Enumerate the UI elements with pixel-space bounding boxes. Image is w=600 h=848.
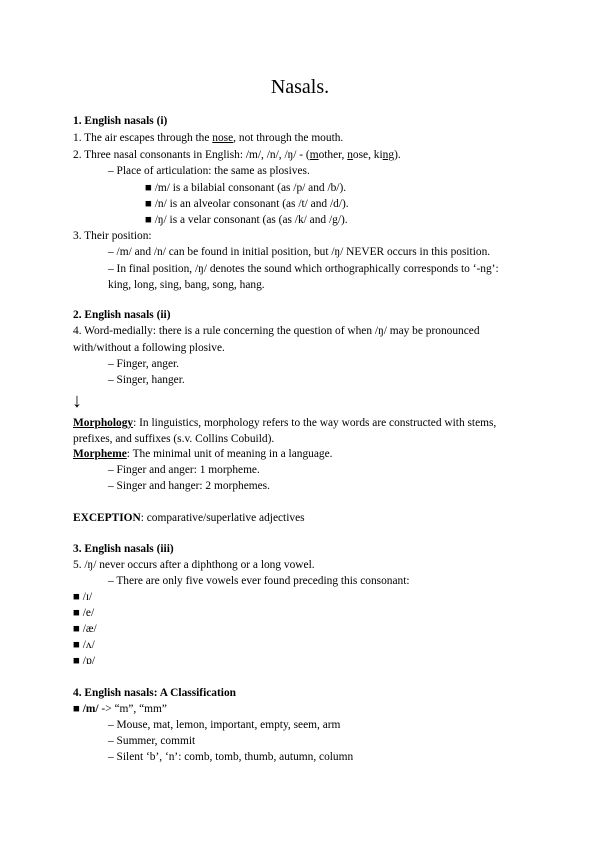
- bullet-item: ■ /n/ is an alveolar consonant (as /t/ and /d/).: [145, 198, 349, 210]
- definition-line: [73, 416, 496, 430]
- text-line: – There are only five vowels ever found preceding this consonant:: [108, 575, 410, 587]
- term: Morphology: [73, 417, 134, 429]
- text-line: [73, 148, 401, 162]
- section-4-heading: 4. English nasals: A Classification: [73, 687, 236, 699]
- text-span: ose, ki: [352, 149, 383, 161]
- vowel-item: ■ /ɪ/: [73, 591, 93, 603]
- text-line: king, long, sing, bang, song, hang.: [108, 279, 265, 291]
- text-line: – Place of articulation: the same as plosives.: [108, 165, 310, 177]
- definition: : comparative/superlative adjectives: [140, 512, 305, 524]
- text-line: – In final position, /ŋ/ denotes the sound which orthographically corresponds to ‘-ng’:: [108, 263, 499, 275]
- text-line: 5. /ŋ/ never occurs after a diphthong or a long vowel.: [73, 559, 315, 571]
- spelling: -> “m”, “mm”: [98, 703, 167, 715]
- term: Morpheme: [73, 448, 127, 460]
- text-line: 4. Word-medially: there is a rule concerning the question of when /ŋ/ may be pronounced: [73, 325, 480, 337]
- definition-line: [73, 447, 333, 461]
- text-line: – Singer, hanger.: [108, 374, 185, 386]
- text-line: – Silent ‘b’, ‘n’: comb, tomb, thumb, autumn, column: [108, 751, 354, 763]
- down-arrow-icon: ↓: [72, 390, 82, 412]
- underlined-letter: n: [347, 149, 353, 161]
- vowel-item: ■ /æ/: [73, 623, 97, 635]
- text-line: prefixes, and suffixes (s.v. Collins Cobuild).: [73, 433, 275, 445]
- definition: : The minimal unit of meaning in a language.: [126, 448, 333, 460]
- text-line: – Finger and anger: 1 morpheme.: [108, 464, 260, 476]
- text-span: 2. Three nasal consonants in English: /m/, /n/, /ŋ/ - (: [73, 149, 310, 161]
- section-2-heading: 2. English nasals (ii): [73, 309, 171, 321]
- text-line: – Mouse, mat, lemon, important, empty, seem, arm: [108, 719, 341, 731]
- text-span: ).: [394, 149, 401, 161]
- vowel-item: ■ /e/: [73, 607, 95, 619]
- text-line: 3. Their position:: [73, 230, 152, 242]
- phoneme: ■ /m/: [73, 703, 99, 715]
- text-line: – Summer, commit: [108, 735, 196, 747]
- bullet-item: ■ /ŋ/ is a velar consonant (as (as /k/ and /g/).: [145, 214, 348, 226]
- bullet-item: ■ /m/ is a bilabial consonant (as /p/ and /b/).: [145, 182, 347, 194]
- text-line: with/without a following plosive.: [73, 342, 225, 354]
- text-line: – Finger, anger.: [108, 358, 180, 370]
- underlined-letter: m: [309, 149, 319, 161]
- underlined-letter: ng: [382, 149, 395, 161]
- text-span: 1. The air escapes through the: [73, 132, 213, 144]
- underlined-word: nose: [212, 132, 234, 144]
- vowel-item: ■ /ɒ/: [73, 655, 96, 667]
- text-line: – /m/ and /n/ can be found in initial position, but /ŋ/ NEVER occurs in this position.: [108, 246, 491, 258]
- text-line: [73, 131, 343, 145]
- text-span: , not through the mouth.: [233, 132, 344, 144]
- bullet-item: [73, 702, 167, 716]
- text-span: other,: [318, 149, 348, 161]
- exception-line: [73, 511, 305, 525]
- page-title: Nasals.: [270, 76, 330, 98]
- section-3-heading: 3. English nasals (iii): [73, 543, 174, 555]
- term: EXCEPTION: [73, 512, 141, 524]
- section-1-heading: 1. English nasals (i): [73, 115, 168, 127]
- text-line: – Singer and hanger: 2 morphemes.: [108, 480, 270, 492]
- definition: : In linguistics, morphology refers to the way words are constructed with stems,: [133, 417, 497, 429]
- vowel-item: ■ /ʌ/: [73, 639, 95, 651]
